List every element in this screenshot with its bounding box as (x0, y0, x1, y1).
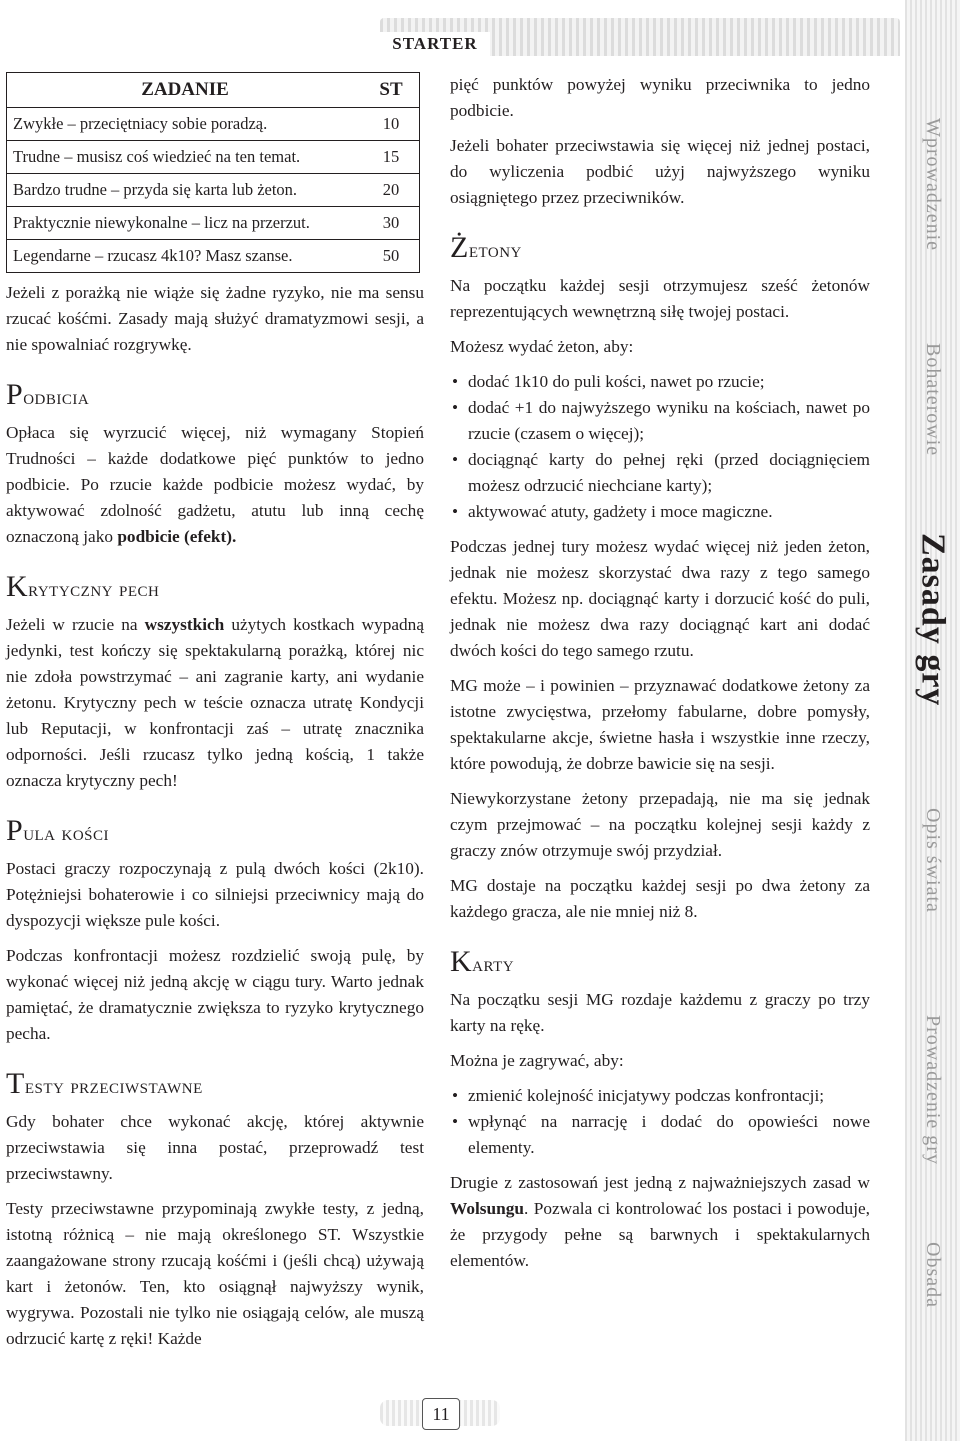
zetony-paragraph-1: Na początku każdej sesji otrzymujesz sześć żetonów reprezentujących wewnętrzną siłę twojej postaci. (450, 276, 870, 321)
table-row (7, 174, 420, 207)
table-cell-st: 10 (363, 108, 420, 141)
table-cell-st: 50 (382, 246, 400, 265)
karty-list (450, 1083, 870, 1161)
table-cell-st: 20 (363, 174, 420, 207)
table-row (7, 240, 420, 273)
zetony-list (450, 369, 870, 525)
list-item: • dodać +1 do najwyższego wyniku na kościach, nawet po rzucie (czasem o więcej); (450, 395, 870, 447)
testy-paragraph-2: Testy przeciwstawne przypominają zwykłe testy, z jedną, istotną różnicą – nie mają określonego ST. Wszystkie zaangażowane strony rzucają kośćmi i (jeśli chcą) używają kart i żetonów. Ten, kto osiągnął najwyższy wynik, wygrywa. Pozostali nie tylko nie osiągają celów, ale muszą odrzucić kartę z ręki! Każde (6, 1199, 424, 1348)
podbicia-paragraph: Opłaca się wyrzucić więcej, niż wymagany Stopień Trudności – każde dodatkowe pięć punktów to jedno podbicie. Po rzucie każde podbicie możesz wydać, by aktywować zdolność gadżetu, atutu lub inną cechę oznaczoną jako podbicie (efekt). (6, 423, 424, 546)
table-cell-task: Zwykłe – przeciętniacy sobie poradzą. (7, 108, 364, 141)
list-item: • zmienić kolejność inicjatywy podczas konfrontacji; (450, 1083, 870, 1109)
list-item: • wpłynąć na narrację i dodać do opowieści nowe elementy. (450, 1109, 870, 1161)
table-row (7, 207, 420, 240)
sidebar-tab-prowadzenie-gry[interactable]: Prowadzenie gry (922, 1015, 944, 1165)
section-title-podbicia: Podbicia (6, 378, 90, 411)
right-column (450, 72, 870, 1274)
table-header-st: ST (363, 73, 420, 108)
page-number: 11 (422, 1398, 460, 1430)
section-title-testy-przeciwstawne: Testy przeciwstawne (6, 1067, 203, 1100)
sidebar-tab-wprowadzenie[interactable]: Wprowadzenie (922, 118, 944, 252)
sidebar-tab-obsada[interactable]: Obsada (922, 1242, 944, 1308)
list-item: • aktywować atuty, gadżety i moce magiczne. (450, 499, 870, 525)
table-row (7, 141, 420, 174)
list-item: • dociągnąć karty do pełnej ręki (przed dociągnięciem możesz odrzucić niechciane karty); (450, 447, 870, 499)
sidebar-tab-bohaterowie[interactable]: Bohaterowie (922, 343, 944, 457)
pula-paragraph-1: Postaci graczy rozpoczynają z pulą dwóch kości (2k10). Potężniejsi bohaterowie i co silniejsi przeciwnicy mają do dyspozycji większe pule kości. (6, 859, 424, 930)
table-row (7, 108, 420, 141)
zetony-paragraph-4: MG może – i powinien – przyznawać dodatkowe żetony za istotne zwycięstwa, przełomy fabularne, dobre pomysły, spektakularne akcje, świetne hasła i wszystkie inne rzeczy, które powodują, że dobrze bawicie się na sesji. (450, 676, 870, 773)
testy-paragraph-1: Gdy bohater chce wykonać akcję, której aktywnie przeciwstawia się inna postać, przeprowadź test przeciwstawny. (6, 1112, 424, 1183)
continued-paragraph-1: pięć punktów powyżej wyniku przeciwnika to jedno podbicie. (450, 75, 870, 120)
table-cell-task: Trudne – musisz coś wiedzieć na ten temat. (7, 141, 364, 174)
intro-paragraph: Jeżeli z porażką nie wiąże się żadne ryzyko, nie ma sensu rzucać kośćmi. Zasady mają służyć dramatyzmowi sesji, a nie spowalniać rozgrywkę. (6, 283, 424, 354)
sidebar-tab-zasady-gry[interactable]: Zasady gry (914, 533, 952, 707)
table-cell-task: Bardzo trudne – przyda się karta lub żeton. (7, 174, 364, 207)
zetony-paragraph-5: Niewykorzystane żetony przepadają, nie ma się jednak czym przejmować – na początku kolejnej sesji każdy z graczy znów otrzymuje swój przydział. (450, 789, 870, 860)
list-item: • dodać 1k10 do puli kości, nawet po rzucie; (450, 369, 870, 395)
difficulty-table (6, 72, 420, 273)
section-title-krytyczny-pech: Krytyczny pech (6, 570, 160, 603)
section-title-karty: Karty (450, 945, 515, 978)
pula-paragraph-2: Podczas konfrontacji możesz rozdzielić swoją pulę, by wykonać więcej niż jedną akcję w ciągu tury. Warto jednak pamiętać, że dramatycznie zwiększa to ryzyko krytycznego pecha. (6, 946, 424, 1043)
page-header (380, 0, 900, 60)
karty-paragraph-2: Można je zagrywać, aby: (450, 1051, 624, 1070)
left-column (6, 280, 424, 1352)
table-header-row (7, 73, 420, 108)
section-title-pula-kosci: Pula kości (6, 814, 110, 847)
header-label: STARTER (380, 32, 490, 56)
table-cell-task: Legendarne – rzucasz 4k10? Masz szanse. (13, 246, 293, 265)
table-header-task: ZADANIE (7, 73, 364, 108)
zetony-paragraph-3: Podczas jednej tury możesz wydać więcej niż jeden żeton, jednak nie możesz skorzystać dwa razy z tego samego efektu. Możesz np. dociągnąć karty i dorzucić kość do puli, jednak nie możesz dwa razy dociągnąć kart ani dodać dwóch kości do tego samego rzutu. (450, 537, 870, 660)
karty-paragraph-3: Drugie z zastosowań jest jedną z najważniejszych zasad w Wolsungu. Pozwala ci kontrolować los postaci i powoduje, że przygody pełne są barwnych i spektakularnych elementów. (450, 1173, 870, 1270)
zetony-paragraph-6: MG dostaje na początku każdej sesji po dwa żetony za każdego gracza, ale nie mniej niż 8. (450, 876, 870, 921)
chapter-sidebar (905, 0, 960, 1441)
continued-paragraph-2: Jeżeli bohater przeciwstawia się więcej niż jednej postaci, do wyliczenia podbić użyj najwyższego wyniku osiągniętego przez przeciwników. (450, 136, 870, 207)
table-cell-st: 30 (363, 207, 420, 240)
table-cell-task: Praktycznie niewykonalne – licz na przerzut. (7, 207, 364, 240)
karty-paragraph-1: Na początku sesji MG rozdaje każdemu z graczy po trzy karty na rękę. (450, 990, 870, 1035)
table-cell-st: 15 (363, 141, 420, 174)
krytyczny-pech-paragraph: Jeżeli w rzucie na wszystkich użytych kostkach wypadną jedynki, test kończy się spektakularną porażką, której nic nie zdoła powstrzymać – ani zagranie karty, ani wydanie żetonu. Krytyczny pech w teście oznacza utratę Kondycji lub Reputacji, w konfrontacji zaś – utratę znacznika odporności. Jeśli rzucasz tylko jedną kością, 1 także oznacza krytyczny pech! (6, 615, 424, 790)
zetony-paragraph-2: Możesz wydać żeton, aby: (450, 337, 634, 356)
sidebar-tab-opis-swiata[interactable]: Opis świata (922, 807, 944, 913)
section-title-zetony: Żetony (450, 231, 522, 264)
